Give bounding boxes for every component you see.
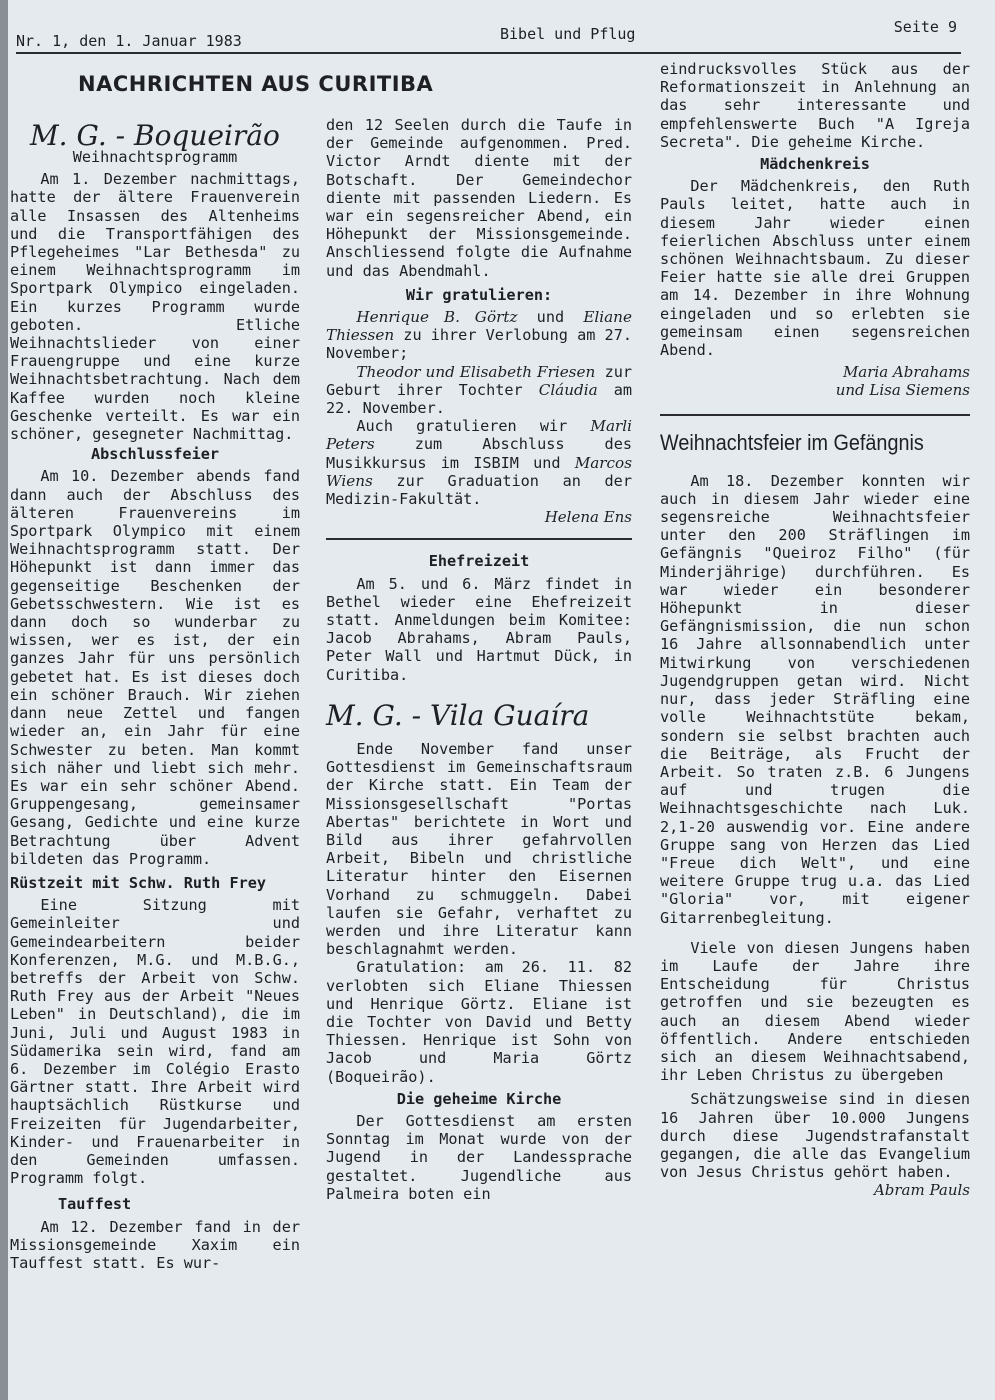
column-3 xyxy=(660,60,970,1200)
text-graduation-mid: zum Abschluss des Musikkursus im ISBIM und xyxy=(326,435,632,472)
heading-maedchenkreis: Mädchenkreis xyxy=(760,155,870,174)
article-tauffest: Am 12. Dezember fand in der Missionsgemeinde Xaxim ein Tauffest statt. Es wur- xyxy=(10,1217,300,1272)
name-henrique: Henrique B. Görtz xyxy=(356,308,518,327)
heading-weihnachtsfeier: Weihnachtsfeier im Gefängnis xyxy=(660,429,924,455)
heading-ruestzeit: Rüstzeit mit Schw. Ruth Frey xyxy=(10,873,267,892)
article-weihnachtsprogramm: Am 1. Dezember nachmittags, hatte der ältere Frauenverein alle Insassen des Altenheims und die Transportfähigen des Pflegeheimes "Lar Bethesda" zu einem Weihnachtsprogramm im Sportpark Olympico eingeladen. Ein kurzes Programm wurde geboten. Etliche Weihnachtslieder von einer Frauengruppe und eine kurze Weihnachtsbetrachtung. Nach dem Kaffee wurden noch kleine Geschenke verteilt. Es war ein schöner, gesegneter Nachmittag. xyxy=(10,170,300,444)
signature-helena-ens: Helena Ens xyxy=(544,508,632,527)
page-header xyxy=(16,18,961,54)
congrats-graduation xyxy=(326,417,632,508)
article-weihnachtsfeier-p2: Viele von diesen Jungens haben im Laufe der Jahre ihre Entscheidung für Christus getroffen und sie bezeugten es auch an diesem Abend wieder öffentlich. Andere entschieden sich an diesem Weihnachtsabend, ihr Leben Christus zu übergeben xyxy=(660,938,970,1085)
main-title: NACHRICHTEN AUS CURITIBA xyxy=(78,72,434,96)
name-friesen: Theodor und Elisabeth Friesen xyxy=(356,362,596,381)
name-claudia: Cláudia xyxy=(538,380,598,399)
signature-abrahams: Maria Abrahams xyxy=(842,363,970,382)
issue-date: Nr. 1, den 1. Januar 1983 xyxy=(16,32,242,50)
article-geheime-kirche: Der Gottesdienst am ersten Sonntag im Monat wurde von der Jugend in der Landessprache gestaltet. Jugendliche aus Palmeira boten ein xyxy=(326,1111,632,1203)
section-divider xyxy=(660,414,970,416)
article-ruestzeit: Eine Sitzung mit Gemeinleiter und Gemeindearbeitern beider Konferenzen, M.G. und M.B.G., betreffs der Arbeit von Schw. Ruth Frey aus der Arbeit "Neues Leben" in Deutschland), die im Juni, Juli und August 1983 in Südamerika sein wird, fand am 6. Dezember im Colégio Erasto Gärtner statt. Ihre Arbeit wird hauptsächlich Rüstkurse und Freizeiten für Jugendarbeiter, Kinder- und Frauenarbeiter in den Gemeinden umfassen. Programm folgt. xyxy=(10,896,300,1188)
heading-geheime-kirche: Die geheime Kirche xyxy=(396,1089,562,1108)
article-tauffest-continued: den 12 Seelen durch die Taufe in der Gemeinde aufgenommen. Pred. Victor Arndt diente mit der Botschaft. Der Gemeindechor diente mit passenden Liedern. Es war ein segensreicher Abend, ein Höhepunkt der Missionsgemeinde. Anschliessend folgte die Aufnahme und das Abendmahl. xyxy=(326,116,632,280)
name-marcos: Marcos Wiens xyxy=(326,453,632,490)
name-marli: Marli Peters xyxy=(326,417,632,454)
text-birth: zur Geburt ihrer Tochter xyxy=(326,362,632,399)
article-abschlussfeier: Am 10. Dezember abends fand dann auch der Abschluss des älteren Frauenvereins im Sportpark Olympico mit einem Weihnachtsprogramm statt. Der Höhepunkt ist dann immer das gegenseitige Beschenken der Gebetsschwestern. Wie ist es dann doch so wunderbar zu wissen, wer es ist, der ein ganzes Jahr für uns persönlich gebetet hat. Es ist dieses doch ein schöner Brauch. Wir ziehen dann neue Zettel und fangen wieder an, ein Jahr für eine Schwester zu beten. Man kommt sich näher und liebt sich mehr. Es war ein sehr schöner Abend. Gruppengesang, gemeinsamer Gesang, Gedichte und eine kurze Betrachtung über Advent bildeten das Programm. xyxy=(10,467,300,868)
text-birth-date: am 22. November. xyxy=(326,380,632,418)
name-eliane: Eliane Thiessen xyxy=(326,308,632,345)
heading-ehefreizeit: Ehefreizeit xyxy=(428,552,530,571)
publication-name: Bibel und Pflug xyxy=(500,25,636,43)
text-graduation-pre: Auch gratulieren wir xyxy=(356,417,568,436)
heading-wir-gratulieren: Wir gratulieren: xyxy=(405,285,553,304)
signature-abram-pauls: Abram Pauls xyxy=(873,1181,970,1200)
signature-siemens: und Lisa Siemens xyxy=(835,381,970,400)
column-1 xyxy=(10,146,300,1272)
article-geheime-kirche-continued: eindrucksvolles Stück aus der Reformationszeit in Anlehnung an das sehr interessante und empfehlenswerte Buch "A Igreja Secreta". Die geheime Kirche. xyxy=(660,60,970,151)
article-weihnachtsfeier-p3: Schätzungsweise sind in diesen 16 Jahren über 10.000 Jungens durch diese Jugendstrafanstalt gegangen, die alle das Evangelium von Jesus Christus gehört haben. xyxy=(660,1090,970,1182)
article-weihnachtsfeier-p1: Am 18. Dezember konnten wir auch in diesem Jahr wieder eine segensreiche Weihnachtsfeier unter den 200 Sträflingen im Gefängnis "Queiroz Filho" (für Minderjährige) durchführen. Es war wieder ein besonderer Höhepunkt in dieser Gefängnismission, die nun schon 16 Jahre allsonnabendlich unter Mitwirkung von verschiedenen Jugendgruppen getan wird. Nicht nur, dass jeder Sträfling eine volle Weihnachtstüte bekam, sondern sie selbst brachten auch die Beiträge, als Frucht der Arbeit. So traten z.B. 6 Jungens auf und trugen die Weihnachtsgeschichte nach Luk. 2,1-20 auswendig vor. Eine andere Gruppe sang von Herzen das Lied "Freue dich Welt", und eine weitere Gruppe trug u.a. das Lied "Gloria" vor, mit eigener Gitarrenbegleitung. xyxy=(660,471,970,927)
text-engagement: zu ihrer Verlobung am 27. November; xyxy=(326,326,632,363)
newspaper-page xyxy=(8,0,995,1400)
article-gratulation: Gratulation: am 26. 11. 82 verlobten sich Eliane Thiessen und Henrique Görtz. Eliane ist die Tochter von David und Betty Thiessen. Henrique ist Sohn von Jacob und Maria Görtz (Boqueirão). xyxy=(326,958,632,1086)
section-divider xyxy=(326,538,632,540)
article-vila-guaira: Ende November fand unser Gottesdienst im Gemeinschaftsraum der Kirche statt. Ein Team der Missionsgesellschaft "Portas Abertas" berichtete in Wort und Bild aus ihrer gefahrvollen Arbeit, Bibeln und christliche Literatur hinter den Eisernen Vorhand zu schmuggeln. Dabei laufen sie Gefahr, verhaftet zu werden und ihre Literatur kann beschlagnahmt werden. xyxy=(326,739,632,959)
article-maedchenkreis: Der Mädchenkreis, den Ruth Pauls leitet, hatte auch in diesem Jahr wieder einen feierlichen Abschluss unter einem schönen Weihnachtsbaum. Zu dieser Feier hatte sie alle drei Gruppen am 14. Dezember in ihre Wohnung eingeladen und so erlebten sie gemeinsam einen segensreichen Abend. xyxy=(660,177,970,360)
section-heading-boqueirao: M. G. - Boqueirão xyxy=(30,119,280,152)
text-graduation-rest: zur Graduation an der Medizin-Fakultät. xyxy=(326,471,632,509)
congrats-birth xyxy=(326,363,632,418)
heading-abschlussfeier: Abschlussfeier xyxy=(90,445,219,464)
congrats-engagement xyxy=(326,308,632,363)
page-number: Seite 9 xyxy=(893,18,957,36)
heading-tauffest: Tauffest xyxy=(58,1195,132,1214)
text-und: und xyxy=(536,308,565,327)
article-ehefreizeit: Am 5. und 6. März findet in Bethel wieder eine Ehefreizeit statt. Anmeldungen beim Komitee: Jacob Abrahams, Abram Pauls, Peter Wall und Hartmut Dück, in Curitiba. xyxy=(326,574,632,684)
column-2 xyxy=(326,116,632,1203)
section-heading-vila-guaira: M. G. - Vila Guaíra xyxy=(326,698,590,732)
heading-weihnachtsprogramm: Weihnachtsprogramm xyxy=(72,148,238,166)
